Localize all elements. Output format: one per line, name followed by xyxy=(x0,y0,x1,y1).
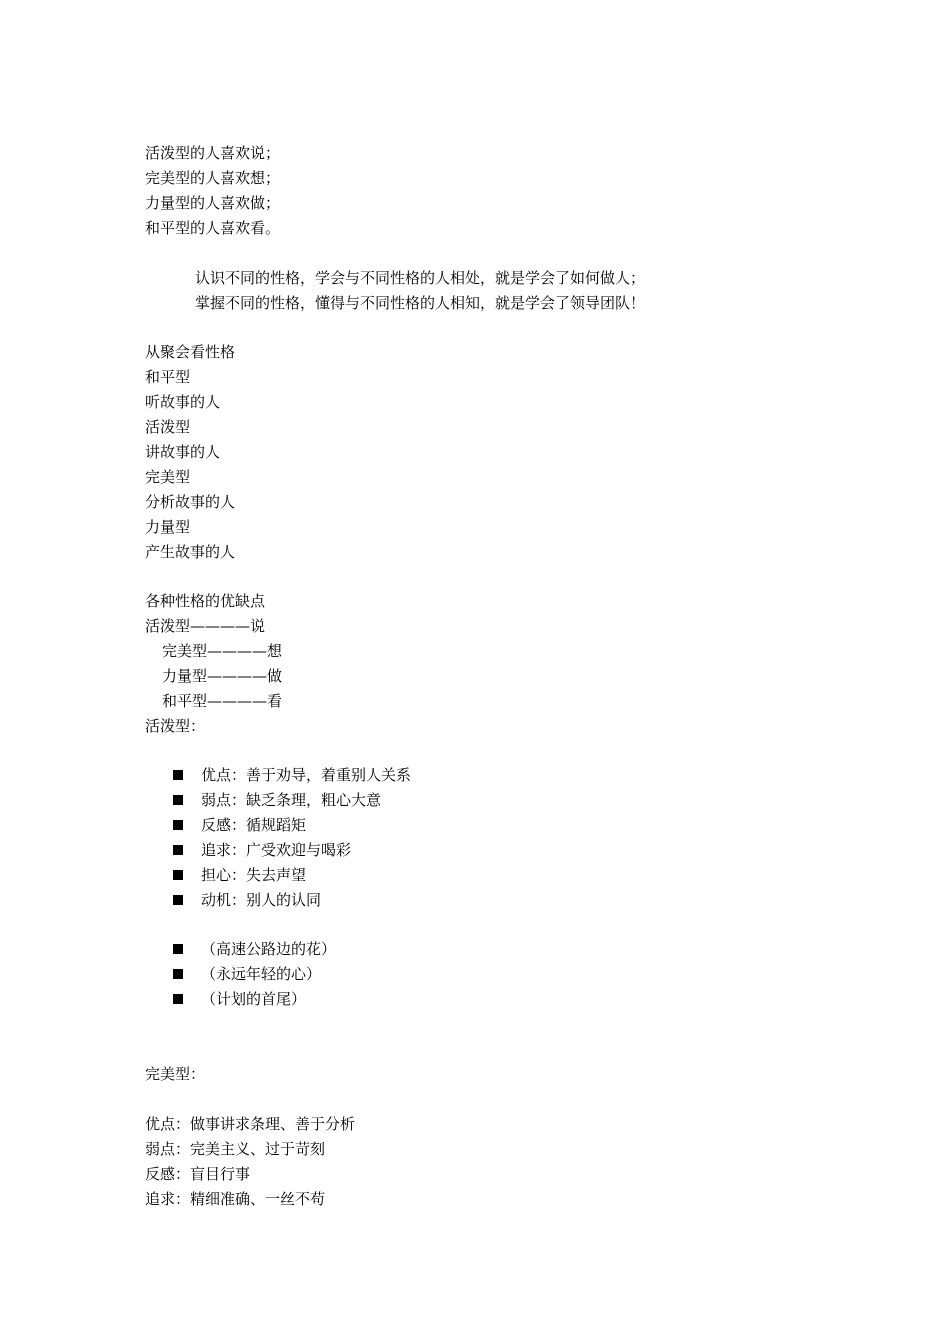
list-item: 弱点：缺乏条理，粗心大意 xyxy=(173,788,381,813)
square-bullet-icon xyxy=(173,944,183,954)
list-item: （永远年轻的心） xyxy=(173,962,321,987)
pros-cons-heading: 各种性格的优缺点 xyxy=(145,592,266,610)
list-item: （计划的首尾） xyxy=(173,987,306,1012)
party-line: 完美型 xyxy=(145,468,191,486)
melancholy-heading: 完美型： xyxy=(145,1065,206,1083)
list-item: 担心：失去声望 xyxy=(173,863,306,888)
party-line: 分析故事的人 xyxy=(145,493,236,511)
melancholy-line: 反感：盲目行事 xyxy=(145,1165,251,1183)
intro-line: 力量型的人喜欢做； xyxy=(145,194,281,212)
list-item: 追求：广受欢迎与喝彩 xyxy=(173,838,351,863)
square-bullet-icon xyxy=(173,845,183,855)
list-item: （高速公路边的花） xyxy=(173,937,336,962)
square-bullet-icon xyxy=(173,895,183,905)
square-bullet-icon xyxy=(173,770,183,780)
quote-line: 掌握不同的性格，懂得与不同性格的人相知，就是学会了领导团队！ xyxy=(195,294,646,312)
melancholy-line: 追求：精细准确、一丝不苟 xyxy=(145,1190,326,1208)
square-bullet-icon xyxy=(173,820,183,830)
square-bullet-icon xyxy=(173,870,183,880)
square-bullet-icon xyxy=(173,795,183,805)
type-action-line: 和平型————看 xyxy=(162,692,283,710)
intro-line: 完美型的人喜欢想； xyxy=(145,169,281,187)
party-line: 力量型 xyxy=(145,518,191,536)
square-bullet-icon xyxy=(173,969,183,979)
list-item: 动机：别人的认同 xyxy=(173,888,321,913)
party-line: 讲故事的人 xyxy=(145,443,221,461)
intro-line: 和平型的人喜欢看。 xyxy=(145,219,281,237)
intro-line: 活泼型的人喜欢说； xyxy=(145,144,281,162)
party-line: 活泼型 xyxy=(145,418,191,436)
sanguine-heading: 活泼型： xyxy=(145,717,206,735)
square-bullet-icon xyxy=(173,994,183,1004)
list-item: 优点：善于劝导，着重别人关系 xyxy=(173,763,411,788)
party-line: 产生故事的人 xyxy=(145,543,236,561)
list-item: 反感：循规蹈矩 xyxy=(173,813,306,838)
melancholy-line: 弱点：完美主义、过于苛刻 xyxy=(145,1140,326,1158)
party-heading: 从聚会看性格 xyxy=(145,343,236,361)
type-action-line: 力量型————做 xyxy=(162,667,283,685)
party-line: 听故事的人 xyxy=(145,393,221,411)
type-action-line: 活泼型————说 xyxy=(145,617,266,635)
melancholy-line: 优点：做事讲求条理、善于分析 xyxy=(145,1115,356,1133)
party-line: 和平型 xyxy=(145,368,191,386)
type-action-line: 完美型————想 xyxy=(162,642,283,660)
quote-line: 认识不同的性格，学会与不同性格的人相处，就是学会了如何做人； xyxy=(195,269,646,287)
